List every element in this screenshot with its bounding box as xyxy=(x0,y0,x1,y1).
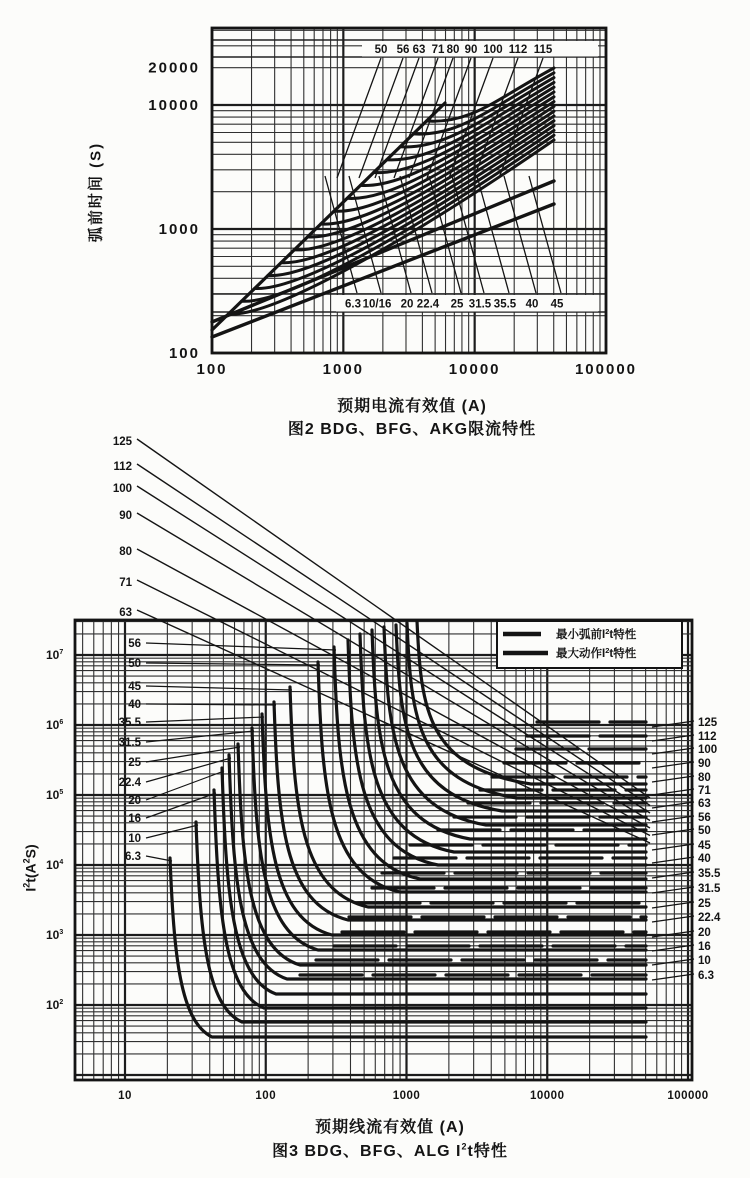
figure2-x-tick-labels xyxy=(196,361,637,378)
svg-text:40: 40 xyxy=(128,699,141,711)
svg-text:10: 10 xyxy=(118,1090,132,1102)
svg-text:102: $10^2$ xyxy=(46,998,64,1012)
svg-text:20: 20 xyxy=(698,927,711,939)
figure3-caption-pre: 图3 BDG、BFG、ALG I xyxy=(272,1143,462,1160)
svg-text:16: 16 xyxy=(698,941,711,953)
svg-text:25: 25 xyxy=(450,298,464,311)
svg-text:56: 56 xyxy=(396,44,410,56)
svg-text:20: 20 xyxy=(128,795,141,807)
svg-text:最大动作I2t特性: 最大动作$I^2t$特性 xyxy=(556,646,637,660)
svg-text:125: 125 xyxy=(112,436,132,448)
svg-text:56: 56 xyxy=(128,638,141,650)
figure3-y-axis-title-s1: 2 xyxy=(21,882,32,888)
figure3-max-operating-plateaus xyxy=(300,722,646,975)
figure3-y-axis-title xyxy=(22,844,39,891)
svg-text:6.3: 6.3 xyxy=(698,970,714,982)
svg-text:100: 100 xyxy=(483,44,503,56)
svg-text:31.5: 31.5 xyxy=(118,737,141,749)
svg-text:71: 71 xyxy=(119,577,132,589)
svg-text:100: 100 xyxy=(196,361,228,378)
svg-text:112: 112 xyxy=(113,461,132,473)
figure3-left-outer-labels xyxy=(113,436,133,619)
svg-text:1000: 1000 xyxy=(392,1090,421,1102)
svg-text:90: 90 xyxy=(698,758,711,770)
svg-text:56: 56 xyxy=(698,812,711,824)
svg-text:104: $10^4$ xyxy=(46,858,64,872)
svg-text:112: 112 xyxy=(698,731,717,743)
svg-text:80: 80 xyxy=(698,772,711,784)
figure3-y-axis-title-p2: t(A xyxy=(22,863,39,883)
figure3-y-axis-title-s2: 2 xyxy=(21,858,32,864)
svg-text:10/16: 10/16 xyxy=(362,298,392,311)
svg-text:6.3: 6.3 xyxy=(125,851,141,863)
svg-text:112: 112 xyxy=(508,44,528,56)
svg-text:16: 16 xyxy=(128,813,141,825)
svg-text:100: 100 xyxy=(112,483,132,495)
svg-text:35.5: 35.5 xyxy=(118,717,141,729)
figure2-y-tick-labels xyxy=(148,60,200,362)
svg-text:1000: 1000 xyxy=(158,221,200,238)
svg-text:90: 90 xyxy=(119,510,132,522)
svg-text:40: 40 xyxy=(525,298,539,311)
figure3-x-tick-labels xyxy=(118,1090,709,1102)
svg-text:106: $10^6$ xyxy=(46,718,64,732)
svg-text:107: $10^7$ xyxy=(46,648,64,662)
figure3-right-labels xyxy=(698,717,721,982)
svg-text:6.3: 6.3 xyxy=(345,298,361,311)
figure3-x-axis-title: 预期线流有效值 (A) xyxy=(315,1119,465,1136)
svg-text:22.4: 22.4 xyxy=(416,298,440,311)
svg-text:31.5: 31.5 xyxy=(698,883,721,895)
figure2-top-rating-labels xyxy=(375,44,553,56)
svg-text:50: 50 xyxy=(374,44,388,56)
figure3-caption xyxy=(272,1138,508,1161)
figure3-y-tick-labels xyxy=(46,648,63,1012)
svg-text:100000: 100000 xyxy=(667,1090,709,1102)
svg-text:105: $10^5$ xyxy=(46,788,64,802)
svg-text:115: 115 xyxy=(533,44,553,56)
svg-text:22.4: 22.4 xyxy=(118,777,141,789)
figure2-y-axis-title: 弧前时间 (S) xyxy=(87,141,105,243)
svg-text:10: 10 xyxy=(128,833,141,845)
svg-text:80: 80 xyxy=(119,546,132,558)
figure3-y-axis-title-p3: S) xyxy=(22,844,39,859)
svg-text:100: 100 xyxy=(698,744,718,756)
svg-text:25: 25 xyxy=(698,898,711,910)
svg-text:10: 10 xyxy=(698,955,711,967)
svg-text:10000: 10000 xyxy=(448,361,501,378)
figure2-bottom-rating-labels xyxy=(345,299,564,311)
svg-text:最小弧前I2t特性: 最小弧前$I^2t$特性 xyxy=(556,627,637,641)
svg-text:80: 80 xyxy=(446,44,460,56)
svg-text:35.5: 35.5 xyxy=(493,298,517,311)
figure3-left-inner-labels xyxy=(119,638,142,863)
svg-text:63: 63 xyxy=(412,44,426,56)
figure3-caption-post: t特性 xyxy=(467,1143,508,1160)
svg-text:50: 50 xyxy=(128,658,141,670)
svg-text:100: 100 xyxy=(168,345,200,362)
figure3-grid xyxy=(75,620,692,1080)
svg-text:20000: 20000 xyxy=(148,59,200,77)
svg-text:71: 71 xyxy=(698,785,711,797)
svg-text:25: 25 xyxy=(128,757,141,769)
svg-text:35.5: 35.5 xyxy=(698,868,721,880)
svg-text:10000: 10000 xyxy=(148,97,200,114)
svg-text:103: $10^3$ xyxy=(46,928,64,942)
svg-text:20: 20 xyxy=(400,298,414,311)
svg-text:45: 45 xyxy=(698,840,711,852)
svg-text:22.4: 22.4 xyxy=(698,912,721,924)
figure3-caption-sup: 2 xyxy=(461,1141,468,1152)
figure2-caption: 图2 BDG、BFG、AKG限流特性 xyxy=(287,421,537,438)
svg-text:1000: 1000 xyxy=(322,361,365,378)
svg-text:125: 125 xyxy=(698,717,718,729)
svg-text:100000: 100000 xyxy=(574,361,638,378)
svg-text:100: 100 xyxy=(255,1090,277,1102)
svg-text:40: 40 xyxy=(698,853,711,865)
svg-text:50: 50 xyxy=(698,825,711,837)
svg-text:90: 90 xyxy=(464,44,478,56)
svg-text:45: 45 xyxy=(128,681,141,693)
svg-text:10000: 10000 xyxy=(530,1090,565,1102)
svg-text:63: 63 xyxy=(698,798,711,810)
figure3-y-axis-title-p1: I xyxy=(22,887,39,892)
svg-text:31.5: 31.5 xyxy=(468,298,492,311)
figure3-legend xyxy=(497,621,682,668)
svg-text:63: 63 xyxy=(119,607,132,619)
svg-text:71: 71 xyxy=(431,44,445,56)
svg-text:45: 45 xyxy=(550,298,564,311)
figure2-x-axis-title: 预期电流有效值 (A) xyxy=(337,398,487,415)
